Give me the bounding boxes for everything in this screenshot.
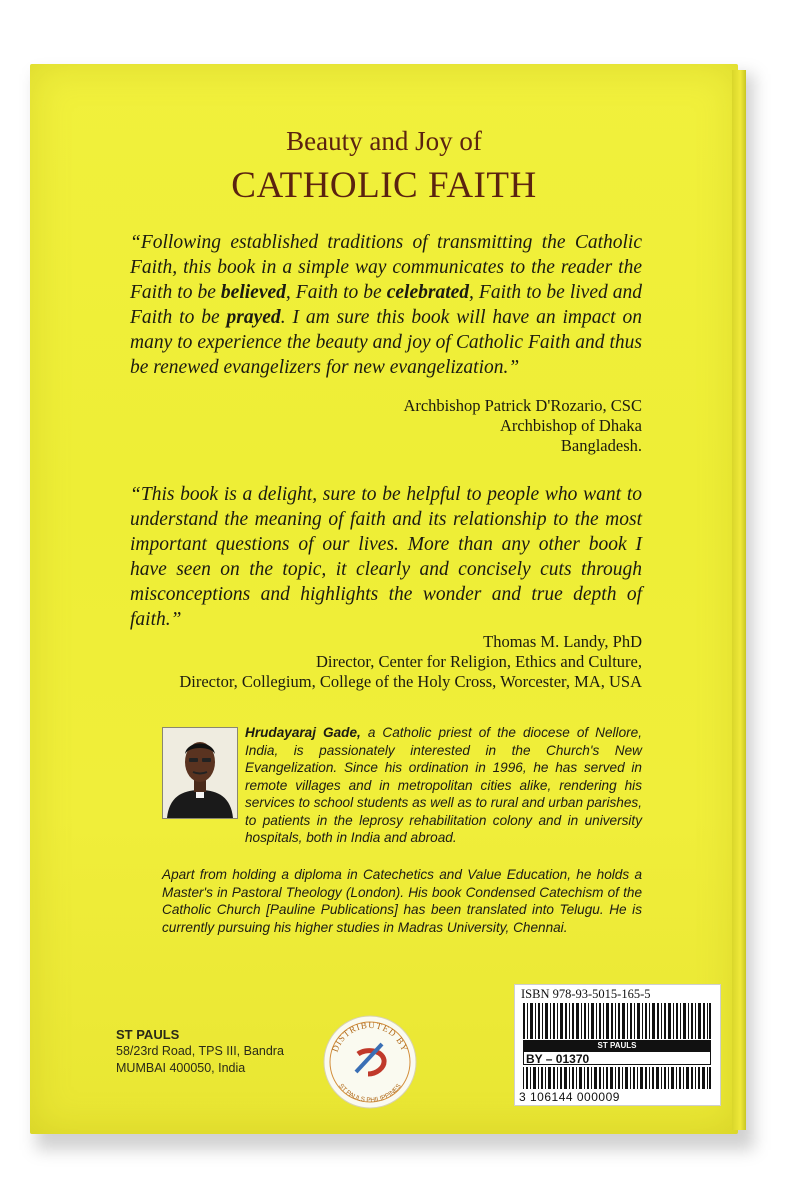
- barcode-code: BY – 01370: [523, 1051, 711, 1065]
- publisher-block: [116, 1026, 284, 1077]
- author-name: Hrudayaraj Gade,: [245, 725, 361, 740]
- title-line-1: Beauty and Joy of: [286, 126, 482, 156]
- barcode-number: 3 106144 000009: [519, 1090, 620, 1104]
- endorsement-2-attribution: Thomas M. Landy, PhD Director, Center for Religion, Ethics and Culture, Director, Collegium, College of the Holy Cross, Worcester, MA, USA: [179, 632, 642, 691]
- seal-top-text: DISTRIBUTED BY: [329, 1019, 411, 1054]
- endorsement-1-quote: “Following established traditions of transmitting the Catholic Faith, this book in a simple way communicates to the reader the Faith to be believed, Faith to be celebrated, Faith to be lived and Faith to be prayed. I am sure this book will have an impact on many to experience the beauty and joy of Catholic Faith and thus be renewed evangelizers for new evangelization.”: [130, 232, 643, 378]
- seal-bottom-text: ST PAULS PHILIPPINES: [337, 1082, 403, 1105]
- author-bio-paragraph-1: Hrudayaraj Gade, a Catholic priest of the diocese of Nellore, India, is passionately interested in the Church's New Evangelization. Since his ordination in 1996, he has served in remote villages and in metropolitan cities alike, rendering his services to school students as well as to rural and urban parishes, to patients in the leprosy rehabilitation colony and in university hospitals, both in India and abroad.: [245, 725, 642, 845]
- book-spine: [732, 70, 746, 1130]
- product-barcode: [523, 1067, 711, 1089]
- isbn-barcode-label: [514, 984, 721, 1106]
- book-back-cover: [30, 64, 738, 1134]
- publisher-address-2: MUMBAI 400050, India: [116, 1061, 246, 1075]
- title-line-2: CATHOLIC FAITH: [231, 165, 537, 206]
- isbn-text: ISBN 978-93-5015-165-5: [521, 987, 651, 1001]
- publisher-address-1: 58/23rd Road, TPS III, Bandra: [116, 1044, 284, 1058]
- publisher-name: ST PAULS: [116, 1027, 180, 1042]
- endorsement-2-quote: “This book is a delight, sure to be helpful to people who want to understand the meaning of faith and its relationship to the most important questions of our lives. More than any other book I have seen on the topic, it clearly and concisely cuts through misconceptions and highlights the wonder and true depth of faith.”: [130, 484, 642, 630]
- author-bio-paragraph-2: Apart from holding a diploma in Catechetics and Value Education, he holds a Master's in Pastoral Theology (London). His book Condensed Catechism of the Catholic Church [Pauline Publications] has been translated into Telugu. He is currently pursuing his higher studies in Madras University, Chennai.: [162, 867, 642, 935]
- barcode-brand-strip: ST PAULS: [523, 1040, 711, 1051]
- distributor-seal: [322, 1014, 418, 1110]
- endorsement-1-attribution: Archbishop Patrick D'Rozario, CSC Archbishop of Dhaka Bangladesh.: [403, 396, 642, 455]
- isbn-barcode: [523, 1003, 711, 1039]
